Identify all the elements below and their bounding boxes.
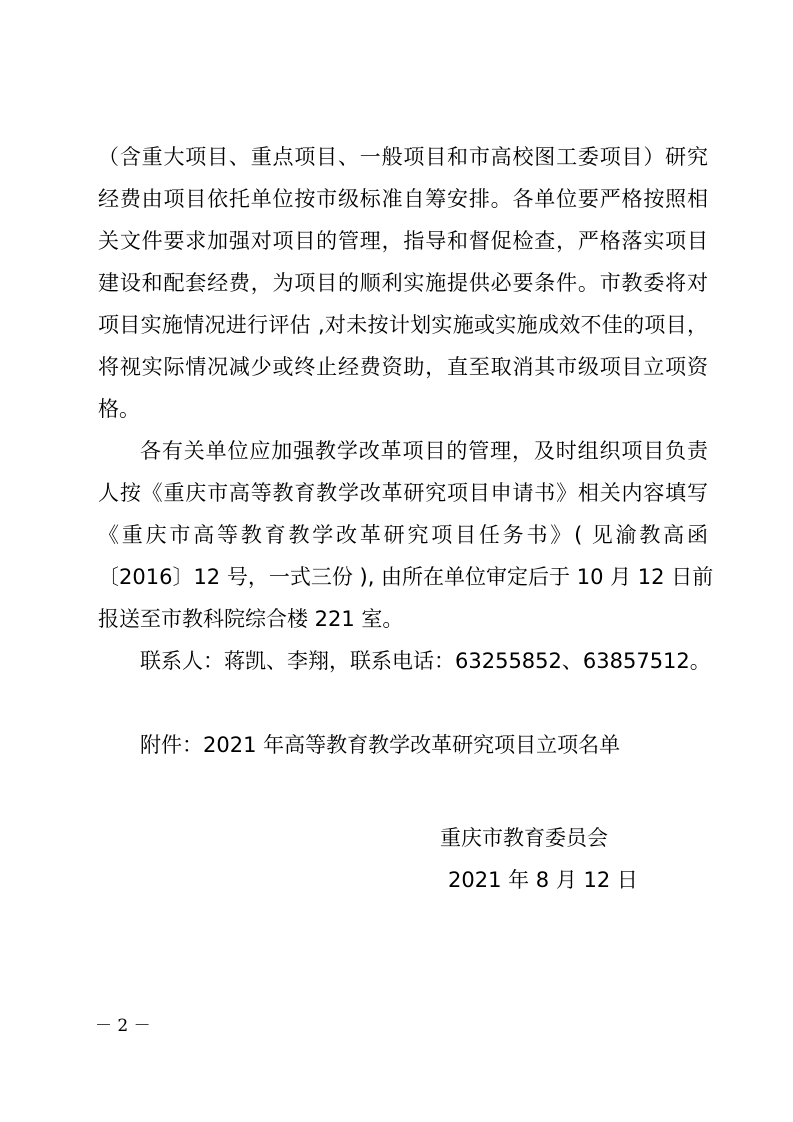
- paragraph-1-line-7: 格。: [98, 397, 140, 421]
- paragraph-2-line-2: 人按《重庆市高等教育教学改革研究项目申请书》相关内容填写: [98, 481, 708, 505]
- signature-organization: 重庆市教育委员会: [440, 826, 608, 850]
- paragraph-1-line-4: 建设和配套经费，为项目的顺利实施提供必要条件。市教委将对: [98, 271, 708, 295]
- paragraph-1-line-5: 项目实施情况进行评估 ,对未按计划实施或实施成效不佳的项目，: [98, 313, 708, 337]
- paragraph-2-line-3: 《重庆市高等教育教学改革研究项目任务书》( 见渝教高函: [98, 523, 708, 547]
- paragraph-1-line-1: （含重大项目、重点项目、一般项目和市高校图工委项目）研究: [98, 145, 708, 169]
- paragraph-2-line-1: 各有关单位应加强教学改革项目的管理，及时组织项目负责: [140, 439, 708, 463]
- paragraph-1-line-3: 关文件要求加强对项目的管理，指导和督促检查，严格落实项目: [98, 229, 708, 253]
- paragraph-2-line-5: 报送至市教科院综合楼 221 室。: [98, 607, 404, 631]
- attachment-line: 附件：2021 年高等教育教学改革研究项目立项名单: [140, 733, 621, 757]
- contact-line: 联系人：蒋凯、李翔，联系电话：63255852、63857512。: [140, 649, 711, 673]
- signature-date: 2021 年 8 月 12 日: [448, 868, 638, 892]
- page-number: － 2 －: [95, 1016, 151, 1036]
- paragraph-1-line-2: 经费由项目依托单位按市级标准自筹安排。各单位要严格按照相: [98, 187, 708, 211]
- paragraph-2-line-4: 〔2016〕12 号，一式三份 ), 由所在单位审定后于 10 月 12 日前: [98, 565, 714, 589]
- paragraph-1-line-6: 将视实际情况减少或终止经费资助，直至取消其市级项目立项资: [98, 355, 708, 379]
